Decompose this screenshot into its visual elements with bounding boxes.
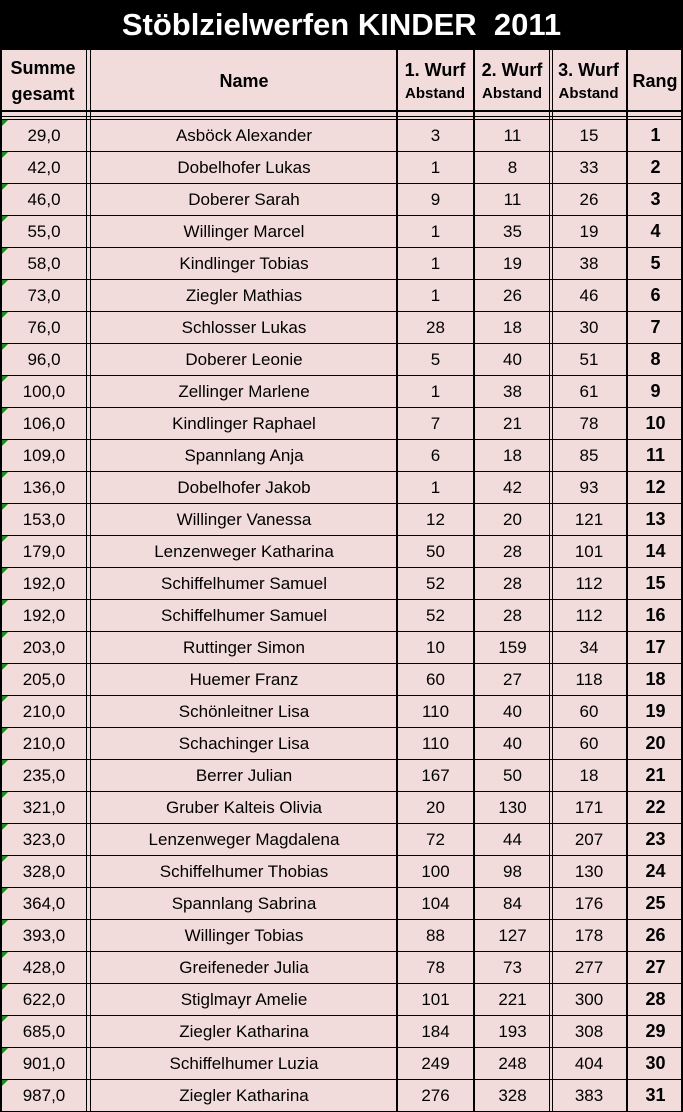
cell-rang: 12 (645, 477, 666, 497)
cell-w1: 52 (426, 573, 445, 593)
cell-name: Willinger Marcel (183, 221, 305, 241)
cell-w3: 46 (579, 285, 599, 305)
cell-rang: 7 (650, 317, 661, 337)
cell-w1: 104 (421, 893, 450, 913)
cell-rang: 30 (645, 1053, 666, 1073)
header-name-label: Name (219, 70, 269, 91)
cell-name: Greifeneder Julia (179, 957, 309, 977)
cell-w2: 328 (498, 1085, 527, 1105)
cell-w2: 40 (503, 733, 522, 753)
header-wurf-2 (474, 52, 550, 110)
cell-w2: 26 (503, 285, 522, 305)
header-wurf-1-abstand: Abstand (405, 84, 465, 102)
cell-w1: 1 (430, 157, 441, 177)
cell-summe: 192,0 (22, 573, 66, 593)
cell-w2: 27 (503, 669, 522, 689)
cell-rang: 22 (645, 797, 666, 817)
cell-name: Stiglmayr Amelie (180, 989, 308, 1009)
cell-summe: 55,0 (27, 221, 61, 241)
cell-summe: 622,0 (22, 989, 66, 1009)
cell-w1: 110 (421, 701, 450, 721)
cell-w2: 28 (503, 573, 522, 593)
header-wurf-2-label: 2. Wurf (481, 60, 543, 81)
header-rang-label: Rang (632, 70, 678, 91)
cell-rang: 29 (645, 1021, 666, 1041)
cell-w1: 20 (426, 797, 445, 817)
cell-summe: 205,0 (22, 669, 66, 689)
cell-name: Schachinger Lisa (178, 733, 310, 753)
cell-name: Dobelhofer Jakob (177, 477, 311, 497)
cell-w2: 127 (498, 925, 527, 945)
cell-name: Ziegler Katharina (179, 1085, 309, 1105)
cell-rang: 4 (650, 221, 661, 241)
cell-w1: 1 (430, 221, 441, 241)
cell-w3: 18 (579, 765, 599, 785)
cell-w3: 383 (574, 1085, 604, 1105)
cell-w3: 101 (574, 541, 604, 561)
cell-w2: 40 (503, 701, 522, 721)
cell-summe: 685,0 (22, 1021, 66, 1041)
cell-name: Kindlinger Raphael (172, 413, 316, 433)
cell-summe: 179,0 (22, 541, 66, 561)
cell-w2: 18 (503, 317, 522, 337)
cell-w1: 100 (421, 861, 450, 881)
cell-w3: 308 (574, 1021, 604, 1041)
cell-w1: 78 (426, 957, 445, 977)
cell-rang: 21 (645, 765, 666, 785)
cell-summe: 153,0 (22, 509, 66, 529)
cell-summe: 321,0 (22, 797, 66, 817)
cell-w2: 28 (503, 605, 522, 625)
cell-w2: 248 (498, 1053, 527, 1073)
header-wurf-1-label: 1. Wurf (404, 60, 466, 81)
cell-rang: 26 (645, 925, 666, 945)
cell-w3: 171 (574, 797, 604, 817)
cell-name: Doberer Leonie (185, 349, 303, 369)
cell-name: Willinger Tobias (184, 925, 304, 945)
cell-summe: 76,0 (27, 317, 61, 337)
cell-w3: 176 (574, 893, 604, 913)
column-divider (90, 50, 91, 1112)
cell-w1: 6 (430, 445, 441, 465)
header-wurf-1 (397, 52, 473, 110)
cell-w2: 21 (503, 413, 522, 433)
cell-w2: 40 (503, 349, 522, 369)
cell-name: Schlosser Lukas (181, 317, 307, 337)
cell-rang: 13 (645, 509, 666, 529)
cell-w3: 207 (574, 829, 604, 849)
cell-name: Schiffelhumer Luzia (169, 1053, 319, 1073)
cell-rang: 11 (645, 445, 666, 465)
cell-name: Ziegler Mathias (185, 285, 303, 305)
cell-name: Spannlang Sabrina (171, 893, 317, 913)
cell-w1: 3 (430, 125, 441, 145)
cell-w3: 85 (579, 445, 599, 465)
cell-name: Schiffelhumer Thobias (159, 861, 329, 881)
cell-w2: 44 (503, 829, 522, 849)
header-wurf-3 (551, 52, 626, 110)
header-divider (0, 110, 683, 112)
cell-name: Dobelhofer Lukas (177, 157, 311, 177)
cell-w2: 130 (498, 797, 527, 817)
cell-summe: 393,0 (22, 925, 66, 945)
cell-summe: 203,0 (22, 637, 66, 657)
cell-w3: 19 (579, 221, 599, 241)
cell-w3: 118 (575, 669, 603, 689)
cell-name: Ziegler Katharina (179, 1021, 309, 1041)
header-summe-gesamt (0, 52, 86, 110)
cell-w2: 38 (503, 381, 522, 401)
cell-w1: 184 (421, 1021, 450, 1041)
cell-name: Huemer Franz (189, 669, 299, 689)
cell-w3: 300 (574, 989, 604, 1009)
cell-w1: 5 (430, 349, 441, 369)
cell-name: Kindlinger Tobias (179, 253, 309, 273)
cell-w3: 26 (579, 189, 599, 209)
cell-w2: 84 (503, 893, 522, 913)
cell-w1: 167 (421, 765, 450, 785)
cell-w1: 88 (426, 925, 445, 945)
cell-w3: 112 (575, 605, 603, 625)
cell-rang: 9 (650, 381, 661, 401)
cell-w1: 1 (430, 477, 441, 497)
cell-w2: 35 (503, 221, 522, 241)
cell-rang: 1 (650, 125, 661, 145)
cell-summe: 100,0 (22, 381, 66, 401)
cell-w1: 101 (421, 989, 450, 1009)
cell-rang: 18 (645, 669, 666, 689)
cell-w1: 60 (426, 669, 445, 689)
cell-w2: 98 (503, 861, 522, 881)
cell-name: Schönleitner Lisa (178, 701, 310, 721)
cell-w2: 19 (503, 253, 522, 273)
cell-name: Schiffelhumer Samuel (161, 573, 327, 593)
cell-w2: 221 (498, 989, 527, 1009)
cell-w1: 1 (430, 381, 441, 401)
header-wurf-2-abstand: Abstand (482, 84, 542, 102)
cell-rang: 17 (645, 637, 666, 657)
cell-w2: 159 (498, 637, 527, 657)
cell-rang: 3 (650, 189, 661, 209)
cell-rang: 2 (650, 157, 661, 177)
cell-name: Willinger Vanessa (176, 509, 312, 529)
cell-summe: 136,0 (22, 477, 66, 497)
cell-w1: 12 (426, 509, 445, 529)
cell-w2: 193 (498, 1021, 527, 1041)
cell-rang: 16 (645, 605, 666, 625)
cell-w1: 72 (426, 829, 445, 849)
cell-w3: 93 (579, 477, 599, 497)
cell-w2: 20 (503, 509, 522, 529)
cell-summe: 210,0 (22, 701, 66, 721)
cell-w1: 1 (430, 285, 441, 305)
cell-summe: 192,0 (22, 605, 66, 625)
cell-summe: 328,0 (22, 861, 66, 881)
cell-rang: 24 (645, 861, 666, 881)
cell-w3: 178 (574, 925, 604, 945)
header-divider (0, 116, 683, 117)
cell-name: Lenzenweger Magdalena (148, 829, 340, 849)
page-title: Stöblzielwerfen KINDER 2011 (0, 0, 683, 50)
cell-w2: 11 (503, 189, 522, 209)
cell-w1: 1 (430, 253, 441, 273)
cell-summe: 73,0 (27, 285, 61, 305)
cell-w1: 52 (426, 605, 445, 625)
cell-summe: 58,0 (27, 253, 61, 273)
cell-summe: 901,0 (22, 1053, 66, 1073)
cell-w2: 8 (507, 157, 518, 177)
cell-name: Gruber Kalteis Olivia (166, 797, 322, 817)
cell-name: Ruttinger Simon (183, 637, 305, 657)
cell-w3: 121 (574, 509, 604, 529)
cell-rang: 23 (645, 829, 666, 849)
column-divider (86, 50, 87, 1112)
cell-w1: 276 (421, 1085, 450, 1105)
cell-w3: 130 (574, 861, 604, 881)
cell-rang: 25 (645, 893, 666, 913)
header-wurf-3-label: 3. Wurf (558, 60, 619, 81)
header-name (92, 52, 396, 110)
cell-summe: 46,0 (27, 189, 61, 209)
cell-summe: 96,0 (27, 349, 61, 369)
cell-summe: 235,0 (22, 765, 66, 785)
cell-w3: 60 (579, 733, 599, 753)
cell-rang: 8 (650, 349, 661, 369)
cell-w2: 50 (503, 765, 522, 785)
cell-w3: 30 (579, 317, 599, 337)
cell-name: Schiffelhumer Samuel (161, 605, 327, 625)
cell-rang: 15 (645, 573, 666, 593)
cell-name: Doberer Sarah (188, 189, 300, 209)
cell-w3: 78 (579, 413, 599, 433)
cell-summe: 109,0 (22, 445, 66, 465)
cell-w3: 112 (575, 573, 603, 593)
cell-rang: 31 (645, 1085, 666, 1105)
cell-rang: 27 (645, 957, 666, 977)
cell-w3: 277 (574, 957, 604, 977)
cell-w2: 42 (503, 477, 522, 497)
cell-w3: 38 (579, 253, 599, 273)
cell-name: Spannlang Anja (184, 445, 304, 465)
cell-w3: 15 (579, 125, 599, 145)
cell-rang: 6 (650, 285, 661, 305)
cell-summe: 210,0 (22, 733, 66, 753)
header-wurf-3-abstand: Abstand (558, 84, 619, 102)
cell-w1: 28 (426, 317, 445, 337)
header-rang (627, 52, 683, 110)
cell-summe: 364,0 (22, 893, 66, 913)
cell-w2: 18 (503, 445, 522, 465)
cell-rang: 14 (645, 541, 666, 561)
cell-rang: 19 (645, 701, 666, 721)
cell-w3: 33 (579, 157, 599, 177)
cell-w1: 110 (421, 733, 450, 753)
cell-summe: 428,0 (22, 957, 66, 977)
cell-w2: 28 (503, 541, 522, 561)
cell-name: Lenzenweger Katharina (154, 541, 334, 561)
cell-rang: 28 (645, 989, 666, 1009)
cell-w3: 404 (574, 1053, 604, 1073)
cell-w1: 50 (426, 541, 445, 561)
cell-name: Zellinger Marlene (178, 381, 310, 401)
cell-summe: 323,0 (22, 829, 66, 849)
cell-w2: 11 (503, 125, 522, 145)
cell-rang: 20 (645, 733, 666, 753)
cell-rang: 5 (650, 253, 661, 273)
cell-w3: 51 (579, 349, 599, 369)
cell-w3: 34 (579, 637, 599, 657)
cell-w1: 9 (430, 189, 441, 209)
cell-summe: 29,0 (27, 125, 61, 145)
header-summe-line1: Summe (10, 58, 76, 78)
cell-w1: 10 (426, 637, 445, 657)
header-summe-line2: gesamt (11, 84, 75, 104)
cell-summe: 42,0 (27, 157, 61, 177)
cell-w3: 61 (579, 381, 599, 401)
cell-name: Asböck Alexander (175, 125, 313, 145)
cell-summe: 987,0 (22, 1085, 66, 1105)
cell-w1: 249 (421, 1053, 450, 1073)
cell-name: Berrer Julian (195, 765, 293, 785)
cell-w1: 7 (430, 413, 441, 433)
cell-summe: 106,0 (22, 413, 66, 433)
cell-w3: 60 (579, 701, 599, 721)
cell-rang: 10 (645, 413, 666, 433)
cell-w2: 73 (503, 957, 522, 977)
